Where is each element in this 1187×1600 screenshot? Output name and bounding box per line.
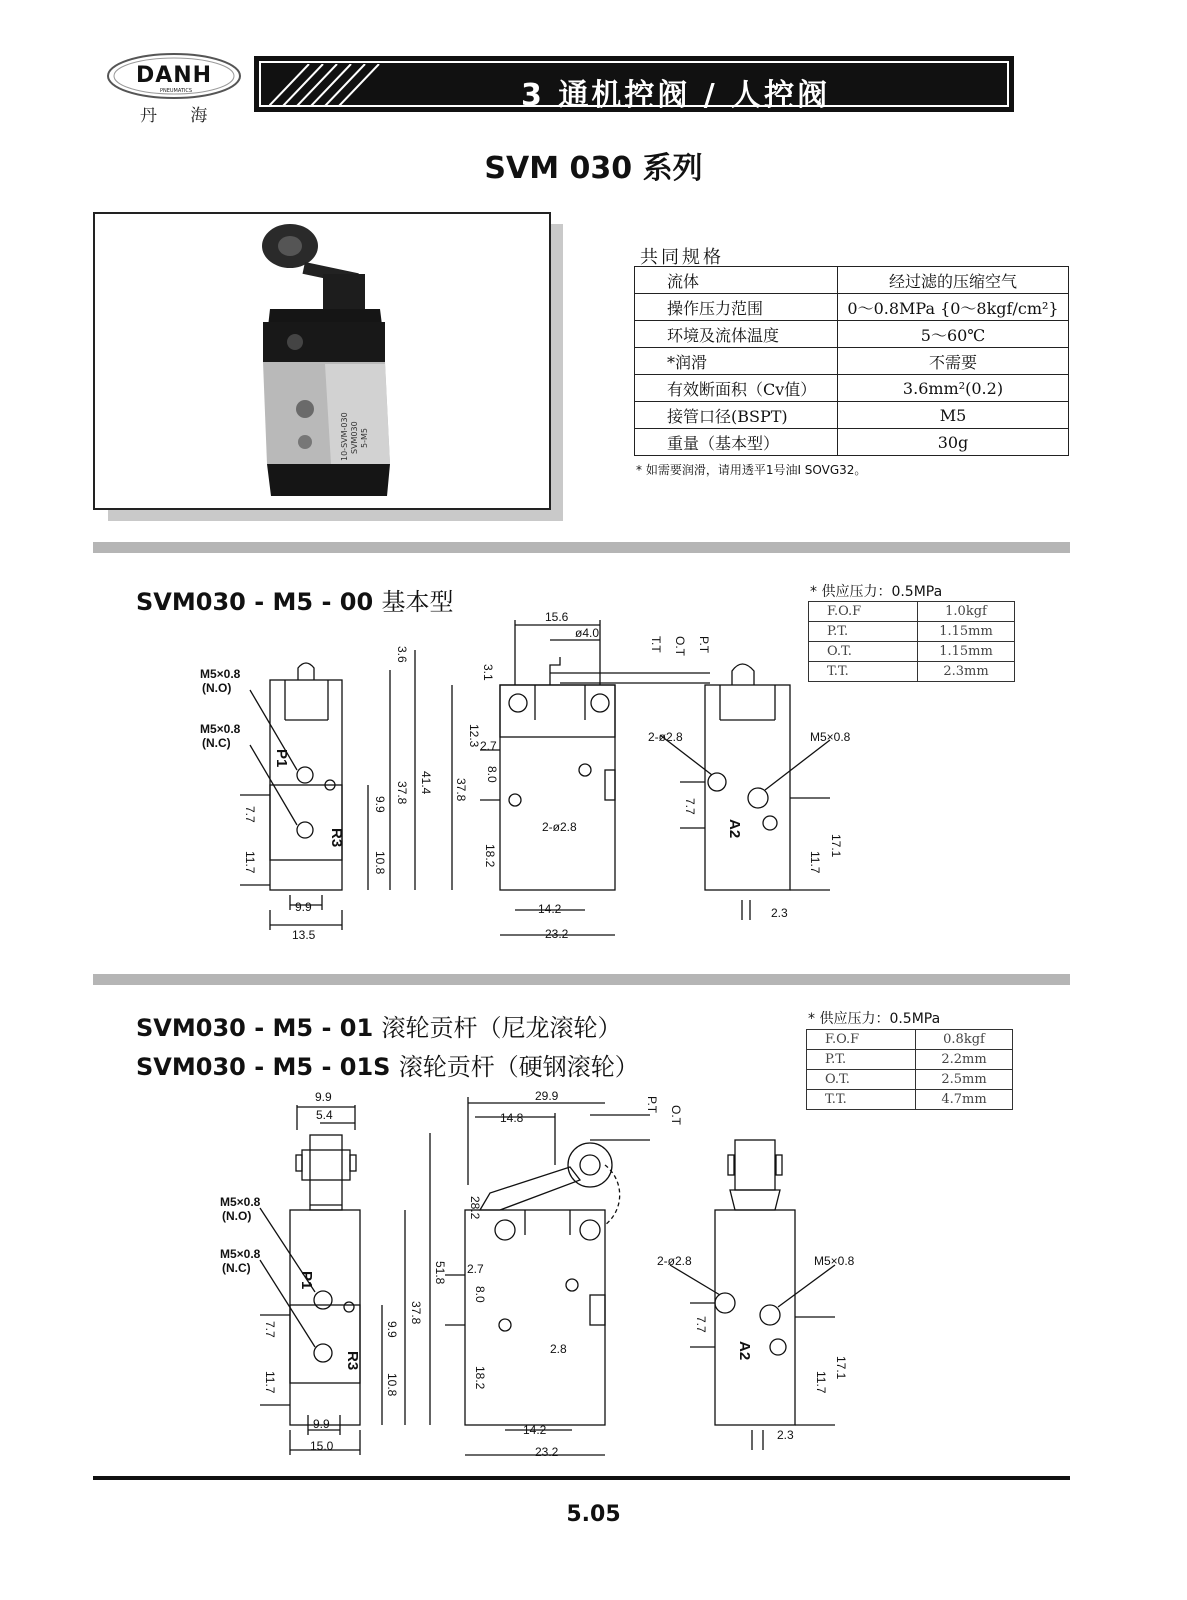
param-value: 1.15mm — [918, 642, 1015, 662]
spec-value: 不需要 — [838, 348, 1069, 375]
spec-row — [635, 348, 1069, 375]
s2-back-m5: M5×0.8 — [814, 1254, 855, 1268]
param-key: P.T. — [809, 622, 918, 642]
spec-value: 5～60℃ — [838, 321, 1069, 348]
section2-model-1: SVM030 - M5 - 01 — [136, 1014, 374, 1042]
spec-value: 0～0.8MPa {0～8kgf/cm²} — [838, 294, 1069, 321]
param-key: T.T. — [809, 662, 918, 682]
s1-back-2-phi-2-8: 2-ø2.8 — [648, 730, 683, 744]
s1-back-port-a2: A2 — [726, 819, 743, 839]
svg-text:DANH: DANH — [135, 63, 213, 88]
s1-dim-9-9: 9.9 — [373, 796, 387, 813]
param-value: 0.8kgf — [916, 1030, 1013, 1050]
s1-front-label-no: (N.O) — [202, 681, 232, 695]
s1-dim-11-7: 11.7 — [243, 851, 257, 874]
spec-row — [635, 375, 1069, 402]
s1-dim-pt: P.T — [697, 636, 711, 654]
s2-dim-29-9: 29.9 — [535, 1089, 559, 1103]
brand-cn-name: 丹 海 — [140, 106, 222, 126]
section1-drawings — [190, 610, 870, 955]
s1-front-label-m5-nc: M5×0.8 — [200, 722, 241, 736]
s1-dim-3-6: 3.6 — [395, 646, 409, 663]
spec-key: 重量（基本型） — [635, 429, 838, 456]
param-key: O.T. — [807, 1070, 916, 1090]
spec-key: 环境及流体温度 — [635, 321, 838, 348]
param-value: 2.3mm — [918, 662, 1015, 682]
s2-dim-9-9-bottom: 9.9 — [313, 1417, 330, 1431]
param-value: 1.0kgf — [918, 602, 1015, 622]
page-number: 5.05 — [566, 1502, 621, 1527]
spec-key: 接管口径(BSPT) — [635, 402, 838, 429]
s1-dim-15-6: 15.6 — [545, 610, 569, 624]
spec-key: 操作压力范围 — [635, 294, 838, 321]
section2-name-2: 滚轮贡杆（硬钢滚轮） — [398, 1053, 639, 1081]
photo-label-1: 10-SVM-030 — [340, 412, 349, 461]
s2-dim-18-2: 18.2 — [473, 1366, 487, 1390]
section1-name: 基本型 — [381, 588, 454, 616]
spec-row — [635, 321, 1069, 348]
s2-dim-ot: O.T — [669, 1105, 683, 1125]
s1-dim-9-9-bottom: 9.9 — [295, 900, 312, 914]
s1-dim-7-7: 7.7 — [243, 806, 257, 823]
valve-photo-illustration — [95, 214, 549, 508]
section2-name-1: 滚轮贡杆（尼龙滚轮） — [381, 1014, 622, 1042]
s1-port-r3: R3 — [328, 828, 345, 848]
param-value: 1.15mm — [918, 622, 1015, 642]
s2-dim-10-8: 10.8 — [385, 1373, 399, 1397]
param-value: 2.2mm — [916, 1050, 1013, 1070]
s2-dim-14-2: 14.2 — [523, 1423, 547, 1437]
s1-dim-37-8-side: 37.8 — [454, 778, 468, 802]
s1-back-2-3: 2.3 — [771, 906, 788, 920]
param-row — [807, 1030, 1013, 1050]
section2-supply: * 供应压力：0.5MPa — [808, 1011, 941, 1027]
spec-table — [634, 266, 1069, 456]
s2-back-port-a2: A2 — [736, 1341, 753, 1361]
spec-heading: 共同规格 — [640, 247, 724, 268]
section-divider — [93, 974, 1070, 985]
s1-dim-3-1: 3.1 — [481, 664, 495, 681]
s1-back-m5: M5×0.8 — [810, 730, 851, 744]
s2-dim-11-7: 11.7 — [263, 1371, 277, 1394]
series-title: SVM 030 系列 — [484, 151, 703, 186]
s2-dim-28-2: 28.2 — [468, 1196, 482, 1220]
spec-row — [635, 402, 1069, 429]
s2-back-2-phi-2-8: 2-ø2.8 — [657, 1254, 692, 1268]
s2-dim-2-8: 2.8 — [550, 1342, 567, 1356]
s2-label-m5-nc: M5×0.8 — [220, 1247, 261, 1261]
param-key: F.O.F — [809, 602, 918, 622]
param-key: T.T. — [807, 1090, 916, 1110]
s2-label-nc: (N.C) — [222, 1261, 251, 1275]
s1-back-17-1: 17.1 — [829, 834, 843, 858]
param-key: O.T. — [809, 642, 918, 662]
s1-dim-8-0: 8.0 — [485, 766, 499, 783]
spec-row — [635, 429, 1069, 456]
s2-dim-7-7: 7.7 — [263, 1321, 277, 1338]
s2-back-7-7: 7.7 — [694, 1316, 708, 1333]
s2-dim-2-7: 2.7 — [467, 1262, 484, 1276]
s2-back-17-1: 17.1 — [834, 1356, 848, 1380]
s1-dim-ot: O.T — [673, 636, 687, 656]
spec-note: * 如需要润滑，请用透平1号油I SOVG32。 — [636, 463, 867, 477]
spec-key: 流体 — [635, 267, 838, 294]
spec-key: *润滑 — [635, 348, 838, 375]
spec-row — [635, 294, 1069, 321]
s1-dim-14-2: 14.2 — [538, 902, 562, 916]
section-banner — [254, 56, 1014, 112]
s1-dim-phi-4: ø4.0 — [575, 626, 600, 640]
banner-stripes — [269, 64, 389, 106]
s1-back-11-7: 11.7 — [808, 851, 822, 874]
footer-rule — [93, 1476, 1070, 1480]
photo-label-2: SVM030 — [350, 421, 359, 454]
spec-value: M5 — [838, 402, 1069, 429]
spec-key: 有效断面积（Cv值） — [635, 375, 838, 402]
s1-dim-2-7: 2.7 — [480, 739, 497, 753]
s2-label-m5-no: M5×0.8 — [220, 1195, 261, 1209]
s1-dim-13-5: 13.5 — [292, 928, 316, 942]
s1-dim-41-4: 41.4 — [419, 771, 433, 795]
s2-dim-14-8: 14.8 — [500, 1111, 524, 1125]
section2-drawings — [210, 1085, 870, 1465]
spec-row — [635, 267, 1069, 294]
s2-dim-15-0: 15.0 — [310, 1439, 334, 1453]
section1-supply: * 供应压力：0.5MPa — [810, 584, 943, 600]
param-value: 4.7mm — [916, 1090, 1013, 1110]
s2-dim-8-0: 8.0 — [473, 1286, 487, 1303]
s1-dim-37-8: 37.8 — [395, 781, 409, 805]
param-row — [807, 1050, 1013, 1070]
s2-dim-9-9-top: 9.9 — [315, 1090, 332, 1104]
s1-dim-2-phi-2-8: 2-ø2.8 — [542, 820, 577, 834]
spec-value: 经过滤的压缩空气 — [838, 267, 1069, 294]
s2-dim-pt: P.T — [645, 1096, 659, 1114]
danh-logo — [106, 52, 242, 104]
s2-dim-51-8: 51.8 — [433, 1261, 447, 1285]
param-key: P.T. — [807, 1050, 916, 1070]
s2-dim-5-4: 5.4 — [316, 1108, 333, 1122]
s2-dim-37-8: 37.8 — [409, 1301, 423, 1325]
s1-dim-23-2: 23.2 — [545, 927, 569, 941]
s2-back-11-7: 11.7 — [814, 1371, 828, 1394]
photo-label-3: 5-M5 — [360, 428, 369, 448]
section2-title-2 — [136, 1047, 639, 1082]
banner-title: 3 通机控阀 / 人控阀 — [521, 78, 831, 113]
s1-front-label-nc: (N.C) — [202, 736, 231, 750]
s2-dim-9-9: 9.9 — [385, 1321, 399, 1338]
s2-port-p1: P1 — [298, 1271, 315, 1290]
s2-label-no: (N.O) — [222, 1209, 252, 1223]
s1-front-label-m5-no: M5×0.8 — [200, 667, 241, 681]
s2-back-2-3: 2.3 — [777, 1428, 794, 1442]
param-value: 2.5mm — [916, 1070, 1013, 1090]
spec-value: 30g — [838, 429, 1069, 456]
section2-model-2: SVM030 - M5 - 01S — [136, 1053, 391, 1081]
product-photo — [93, 212, 551, 510]
s1-dim-12-3: 12.3 — [467, 724, 481, 748]
s1-back-7-7: 7.7 — [683, 798, 697, 815]
s1-dim-18-2: 18.2 — [483, 844, 497, 868]
s1-dim-tt: T.T — [649, 636, 663, 653]
section1-model: SVM030 - M5 - 00 — [136, 588, 374, 616]
svg-text:PNEUMATICS: PNEUMATICS — [159, 88, 193, 94]
s2-port-r3: R3 — [344, 1351, 361, 1371]
param-key: F.O.F — [807, 1030, 916, 1050]
s1-dim-10-8: 10.8 — [373, 851, 387, 875]
s2-dim-23-2: 23.2 — [535, 1445, 559, 1459]
section2-title-1 — [136, 1008, 622, 1043]
section-divider — [93, 542, 1070, 553]
spec-value: 3.6mm²(0.2) — [838, 375, 1069, 402]
s1-port-p1: P1 — [273, 749, 290, 768]
